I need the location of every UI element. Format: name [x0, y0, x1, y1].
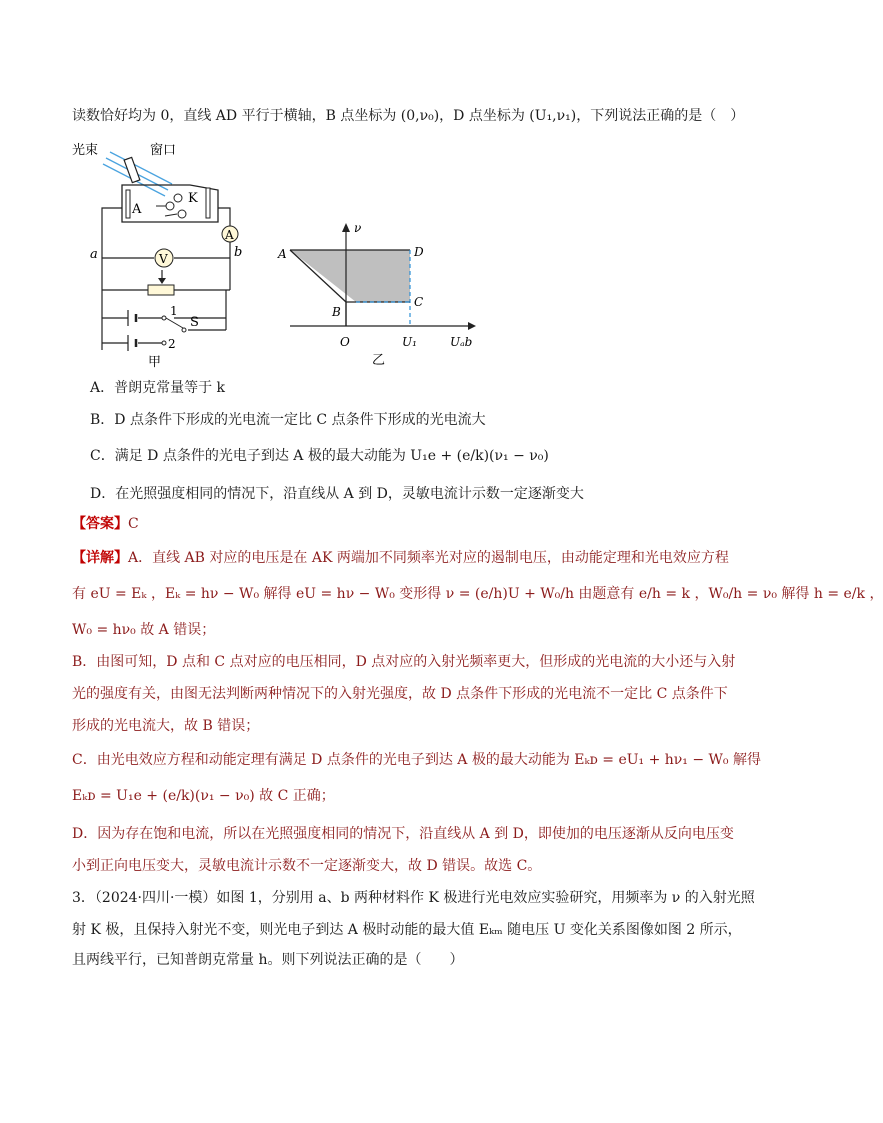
label-A: A: [278, 247, 287, 261]
detail-line-6: 形成的光电流大，故 B 错误；: [72, 718, 260, 734]
detail-line-9: D．因为存在饱和电流，所以在光照强度相同的情况下，沿直线从 A 到 D，即使加的电压逐渐从反向电压变: [72, 826, 734, 842]
answer-line: [72, 514, 139, 534]
detail-line-4: B．由图可知，D 点和 C 点对应的电压相同，D 点对应的入射光频率更大，但形成的光电流的大小还与入射: [72, 654, 736, 670]
label-B: B: [332, 305, 341, 319]
label-cathode: K: [188, 191, 198, 206]
label-nu: ν: [354, 221, 362, 235]
question-3-line-3: 且两线平行，已知普朗克常量 h。则下列说法正确的是（ ）: [72, 952, 464, 968]
detail-line-5: 光的强度有关，由图无法判断两种情况下的入射光强度，故 D 点条件下形成的光电流不一定比 C 点条件下: [72, 686, 728, 702]
option-a: A．普朗克常量等于 k: [90, 380, 226, 396]
shaded-region: [290, 250, 410, 302]
label-guangshu: 光束: [72, 143, 99, 158]
label-anode: A: [132, 202, 142, 217]
label-2: 2: [168, 337, 176, 351]
caption-yi: 乙: [372, 353, 386, 368]
label-D: D: [414, 245, 424, 259]
detail-line-10: 小到正向电压变大，灵敏电流计示数不一定逐渐变大，故 D 错误。故选 C。: [72, 858, 542, 874]
answer-value: C: [128, 516, 139, 532]
detail-line-1: [72, 548, 729, 568]
label-chuangkou: 窗口: [150, 143, 177, 158]
label-1: 1: [170, 304, 178, 318]
label-O: O: [340, 335, 350, 349]
detail-text-1: A．直线 AB 对应的电压是在 AK 两端加不同频率光对应的遏制电压，由动能定理和光电效应方程: [128, 550, 729, 566]
answer-tag: 【答案】: [72, 516, 128, 532]
option-b: B．D 点条件下形成的光电流一定比 C 点条件下形成的光电流大: [90, 412, 486, 428]
detail-line-3: W₀ = hν₀ 故 A 错误；: [72, 622, 216, 638]
detail-line-7: C．由光电效应方程和动能定理有满足 D 点条件的光电子到达 A 极的最大动能为 Eₖᴅ = eU₁ + hν₁ − W₀ 解得: [72, 752, 761, 768]
question-3-line-1: 3．（2024·四川·一模）如图 1，分别用 a、b 两种材料作 K 极进行光电效应实验研究，用频率为 ν 的入射光照: [72, 890, 755, 906]
label-S: S: [190, 315, 199, 330]
question-3-line-2: 射 K 极，且保持入射光不变，则光电子到达 A 极时动能的最大值 Eₖₘ 随电压 U 变化关系图像如图 2 所示，: [72, 922, 742, 938]
rheostat: [148, 285, 174, 295]
detail-tag: 【详解】: [72, 550, 128, 566]
nu-u-graph: [272, 218, 482, 368]
label-Uab: Uₐb: [450, 335, 473, 349]
label-b: b: [234, 245, 243, 260]
detail-line-8: Eₖᴅ = U₁e + (e/k)(ν₁ − ν₀) 故 C 正确；: [72, 788, 335, 804]
detail-line-2: 有 eU = Eₖ ，Eₖ = hν − W₀ 解得 eU = hν − W₀ 变形得 ν = (e/h)U + W₀/h 由题意有 e/h = k ，W₀/h = ν₀ 解得 h = e/k ，: [72, 586, 883, 602]
label-U1: U₁: [402, 335, 417, 349]
label-voltmeter: V: [159, 252, 168, 266]
circuit-diagram: [70, 140, 260, 370]
label-ammeter: A: [225, 228, 234, 242]
label-C: C: [414, 295, 424, 309]
question-intro: 读数恰好均为 0，直线 AD 平行于横轴，B 点坐标为 (0,ν₀)，D 点坐标为 (U₁,ν₁)，下列说法正确的是（ ）: [72, 108, 745, 124]
wires: [102, 208, 230, 350]
label-a: a: [90, 247, 98, 262]
option-d: D．在光照强度相同的情况下，沿直线从 A 到 D，灵敏电流计示数一定逐渐变大: [90, 486, 584, 502]
option-c: C．满足 D 点条件的光电子到达 A 极的最大动能为 U₁e + (e/k)(ν₁ − ν₀): [90, 448, 549, 464]
caption-jia: 甲: [148, 355, 162, 370]
